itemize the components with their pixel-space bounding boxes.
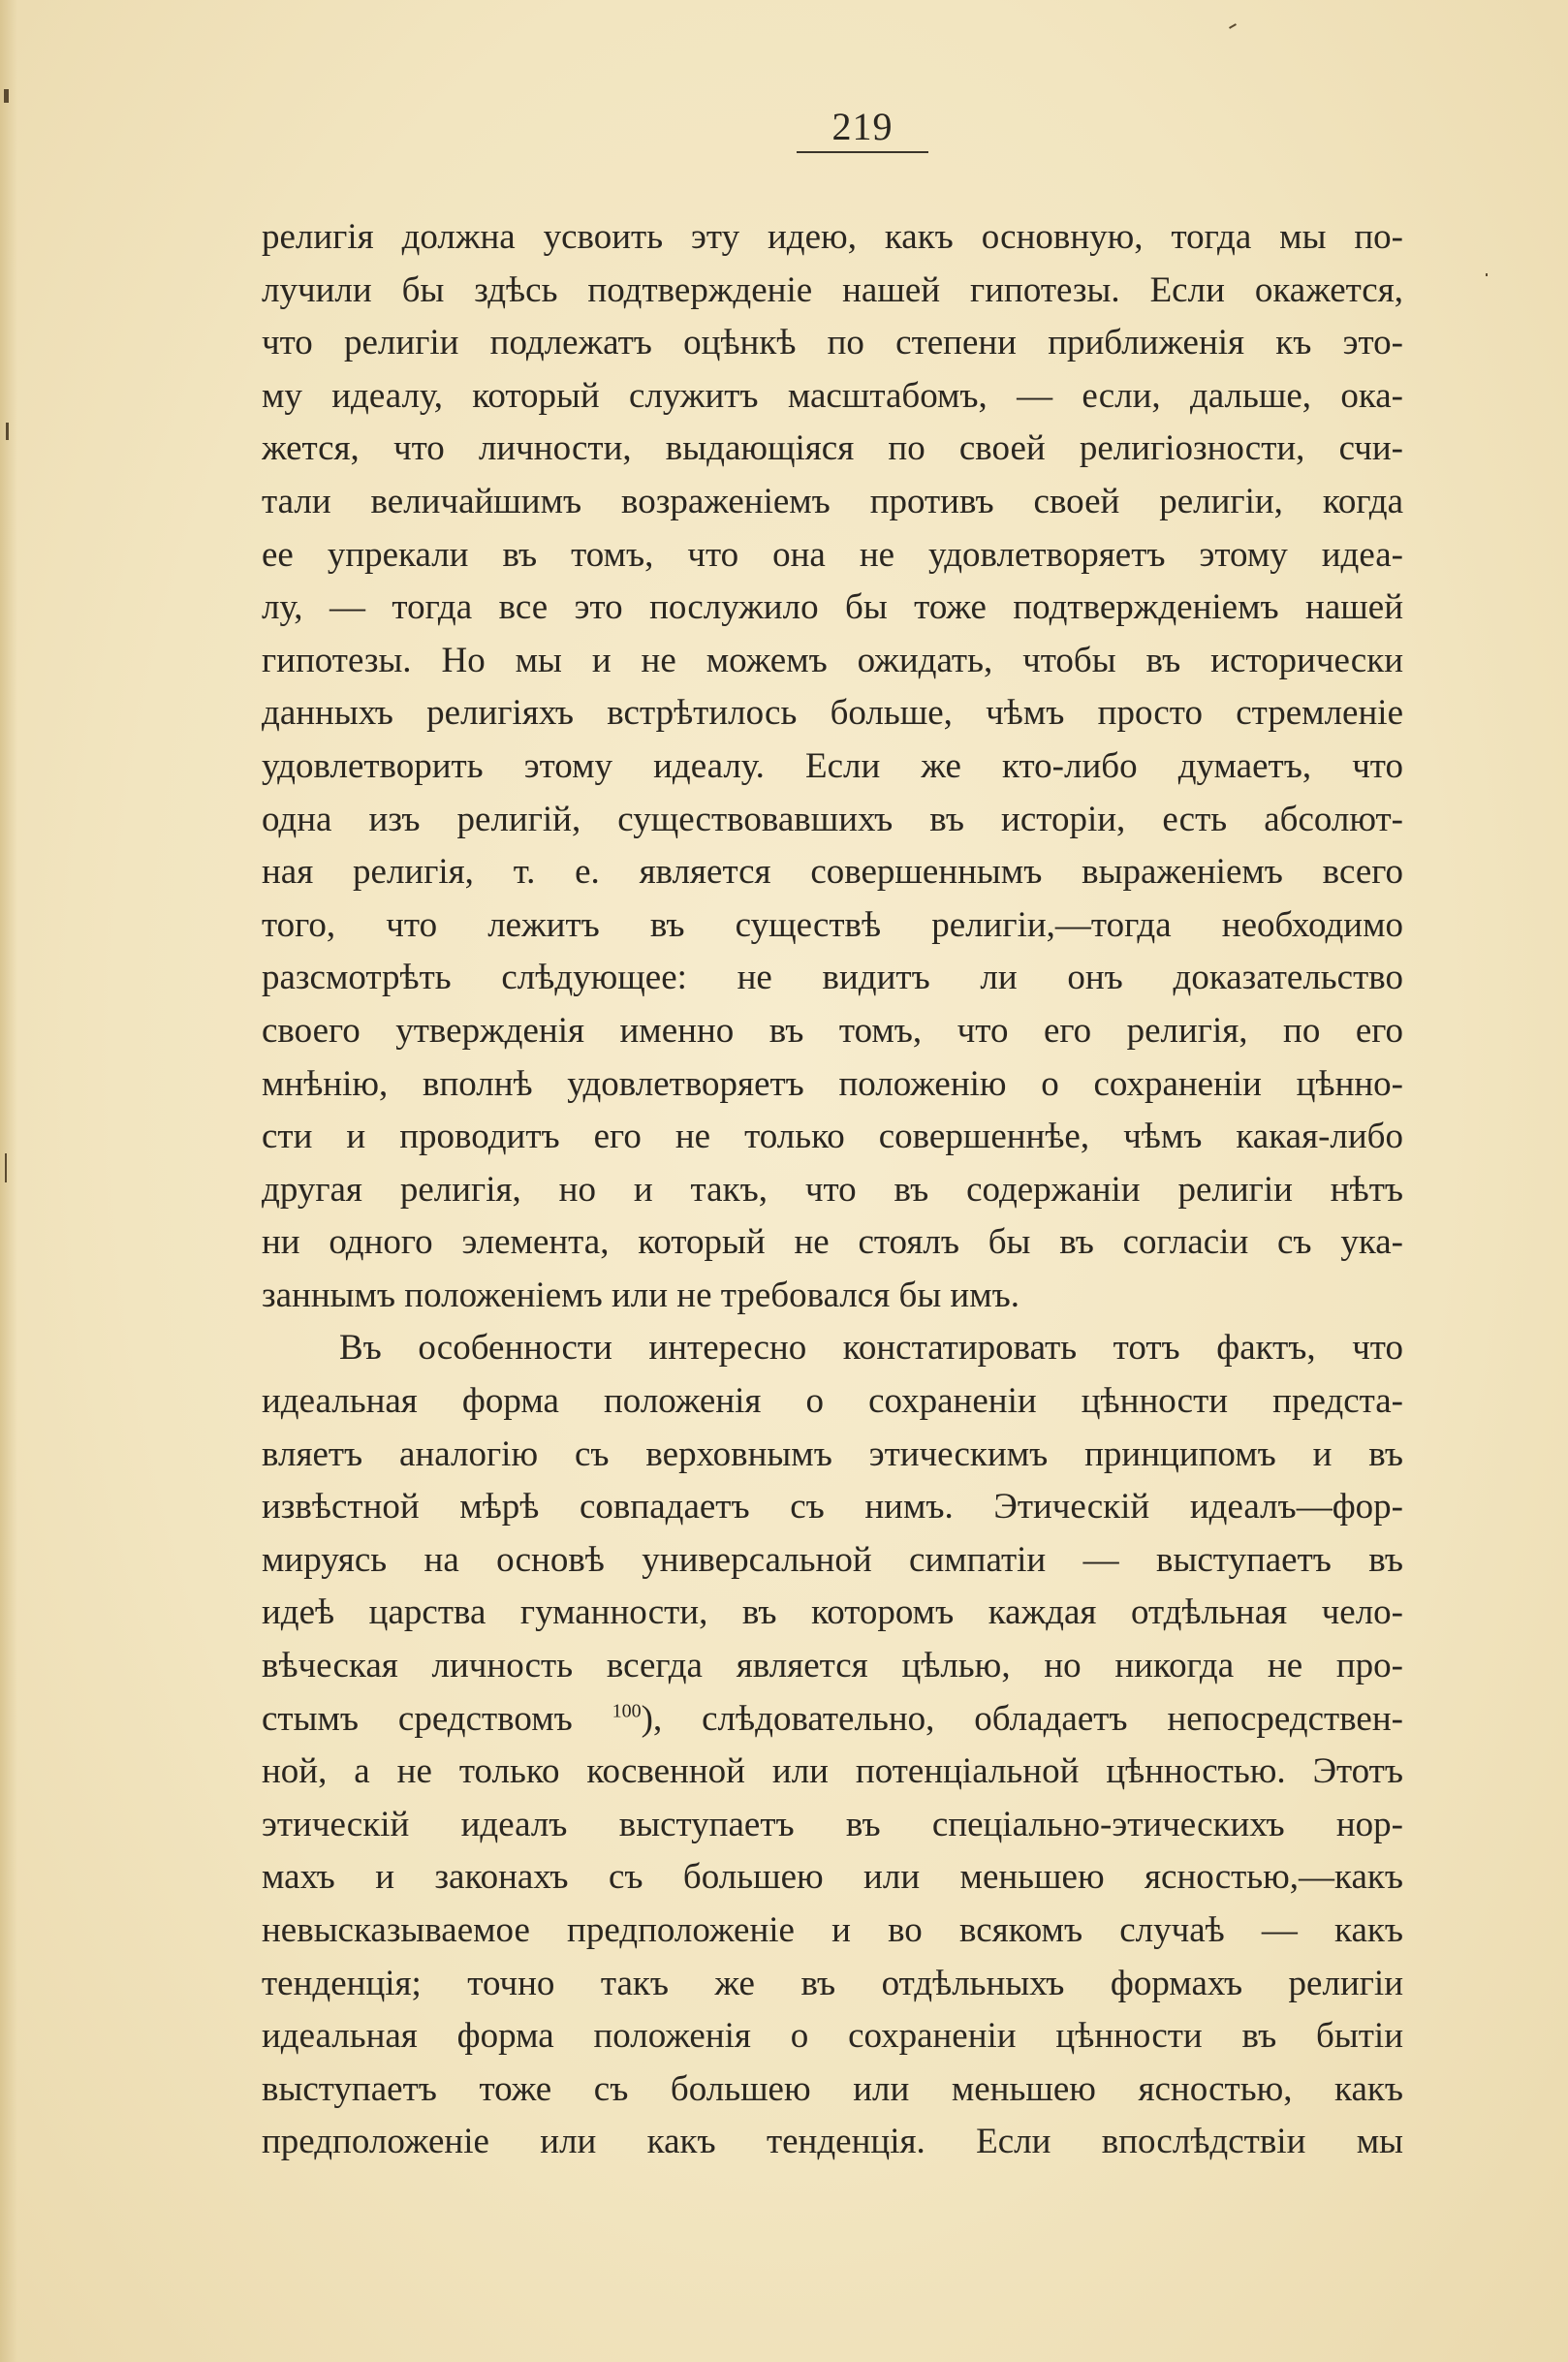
- footnote-ref[interactable]: 100: [612, 1700, 642, 1722]
- text-line: ее упрекали въ томъ, что она не удовлетворяетъ этому идеа-: [262, 534, 1403, 575]
- text-line: гипотезы. Но мы и не можемъ ожидать, чтобы въ исторически: [262, 640, 1403, 680]
- text-line: что религіи подлежатъ оцѣнкѣ по степени приближенія къ это-: [262, 323, 1403, 363]
- header-rule: [797, 151, 928, 153]
- margin-mark: [5, 1153, 7, 1182]
- text-line: сти и проводитъ его не только совершеннѣе, чѣмъ какая-либо: [262, 1117, 1403, 1157]
- text-line: выступаетъ тоже съ большею или меньшею ясностью, какъ: [262, 2068, 1403, 2109]
- margin-mark: [1229, 23, 1237, 29]
- margin-mark: [4, 89, 9, 103]
- text-line: махъ и законахъ съ большею или меньшею ясностью,—какъ: [262, 1857, 1403, 1898]
- text-line: одна изъ религій, существовавшихъ въ исторіи, есть абсолют-: [262, 799, 1403, 839]
- text-line: предположеніе или какъ тенденція. Если впослѣдствіи мы: [262, 2122, 1403, 2162]
- text-line: лучили бы здѣсь подтвержденіе нашей гипотезы. Если окажется,: [262, 269, 1403, 310]
- text-line: тенденція; точно такъ же въ отдѣльныхъ формахъ религіи: [262, 1963, 1403, 2003]
- text-line: идеальная форма положенія о сохраненіи цѣнности въ бытіи: [262, 2016, 1403, 2057]
- text-line: ни одного элемента, который не стоялъ бы въ согласіи съ ука-: [262, 1222, 1403, 1263]
- text-line: лу, — тогда все это послужило бы тоже подтвержденіемъ нашей: [262, 587, 1403, 628]
- line-text-after: ), слѣдовательно, обладаетъ непосредствен-: [641, 1698, 1403, 1739]
- text-line: другая религія, но и такъ, что въ содержаніи религіи нѣтъ: [262, 1169, 1403, 1210]
- text-line: Въ особенности интересно констатировать тотъ фактъ, что: [339, 1328, 1403, 1369]
- page-number: 219: [831, 105, 894, 148]
- text-line: религія должна усвоить эту идею, какъ основную, тогда мы по-: [262, 217, 1403, 257]
- text-line: вляетъ аналогію съ верховнымъ этическимъ принципомъ и въ: [262, 1433, 1403, 1474]
- body-text: [262, 211, 1403, 2169]
- text-line: ная религія, т. е. является совершеннымъ выраженіемъ всего: [262, 852, 1403, 893]
- text-line: своего утвержденія именно въ томъ, что его религія, по его: [262, 1010, 1403, 1051]
- margin-mark: [1486, 273, 1488, 276]
- text-line: му идеалу, который служитъ масштабомъ, — если, дальше, ока-: [262, 375, 1403, 416]
- text-line: идеальная форма положенія о сохраненіи цѣнности предста-: [262, 1381, 1403, 1422]
- line-text-before: стымъ средствомъ: [262, 1698, 612, 1739]
- text-line: жется, что личности, выдающіяся по своей религіозности, счи-: [262, 428, 1403, 469]
- text-line: извѣстной мѣрѣ совпадаетъ съ нимъ. Этическій идеалъ—фор-: [262, 1487, 1403, 1527]
- margin-mark: [6, 423, 9, 440]
- text-line: идеѣ царства гуманности, въ которомъ каждая отдѣльная чело-: [262, 1592, 1403, 1633]
- page-edge-shadow: [0, 0, 17, 2362]
- text-line: удовлетворить этому идеалу. Если же кто-либо думаетъ, что: [262, 745, 1403, 786]
- paragraph: [262, 1322, 1403, 2169]
- text-line: разсмотрѣть слѣдующее: не видитъ ли онъ доказательство: [262, 958, 1403, 998]
- text-line: невысказываемое предположеніе и во всякомъ случаѣ — какъ: [262, 1910, 1403, 1950]
- text-line: того, что лежитъ въ существѣ религіи,—тогда необходимо: [262, 904, 1403, 945]
- text-line: данныхъ религіяхъ встрѣтилось больше, чѣмъ просто стремленіе: [262, 693, 1403, 734]
- text-line-with-footnote: [262, 1693, 1403, 1747]
- text-line: ной, а не только косвенной или потенціальной цѣнностью. Этотъ: [262, 1751, 1403, 1792]
- text-line: тали величайшимъ возраженіемъ противъ своей религіи, когда: [262, 481, 1403, 521]
- paragraph: [262, 211, 1403, 1322]
- text-line: мнѣнію, вполнѣ удовлетворяетъ положенію о сохраненіи цѣнно-: [262, 1063, 1403, 1104]
- text-line: этическій идеалъ выступаетъ въ спеціально-этическихъ нор-: [262, 1804, 1403, 1844]
- text-line: вѣческая личность всегда является цѣлью, но никогда не про-: [262, 1646, 1403, 1686]
- text-line: заннымъ положеніемъ или не требовался бы имъ.: [262, 1275, 1020, 1315]
- text-line: мируясь на основѣ универсальной симпатіи — выступаетъ въ: [262, 1539, 1403, 1580]
